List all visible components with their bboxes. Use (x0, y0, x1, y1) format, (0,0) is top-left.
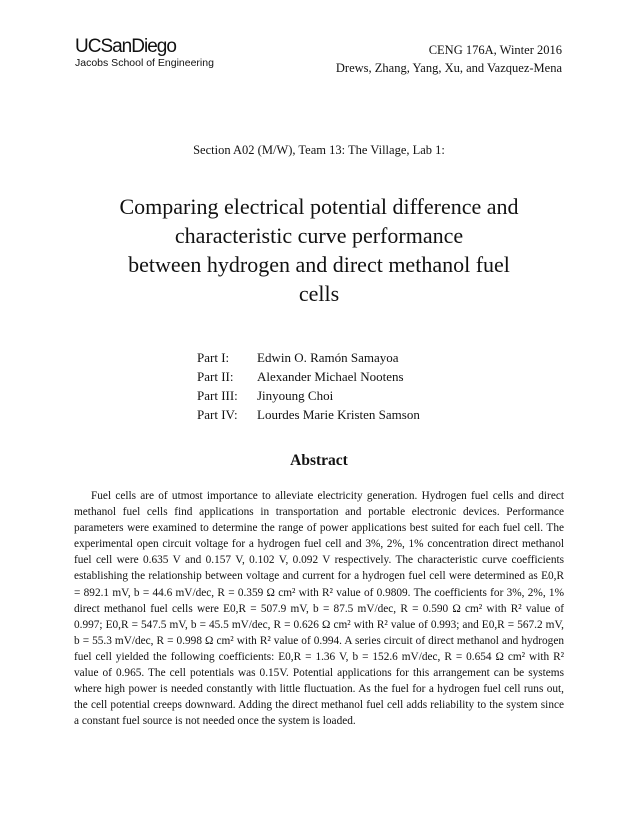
author-part: Part I: (197, 350, 230, 365)
abstract-body (74, 488, 564, 729)
course-line: CENG 176A, Winter 2016 (428, 43, 562, 57)
author-row (197, 367, 420, 386)
author-name: Lourdes Marie Kristen Samson (257, 407, 420, 422)
course-info (336, 41, 562, 77)
logo-subtitle: Jacobs School of Engineering (75, 57, 214, 69)
author-part: Part III: (197, 388, 238, 403)
abstract-heading: Abstract (290, 452, 348, 469)
author-part: Part II: (197, 369, 234, 384)
instructors-line: Drews, Zhang, Yang, Xu, and Vazquez-Mena (335, 61, 562, 75)
logo-wordmark: UCSanDiego (75, 36, 176, 57)
author-row (197, 386, 420, 405)
author-list (197, 348, 420, 424)
title-line: Comparing electrical potential difference and (119, 194, 519, 219)
title-line: characteristic curve performance (174, 223, 464, 248)
paper-title (70, 192, 568, 308)
author-row (197, 405, 420, 424)
university-logo (75, 37, 214, 70)
title-line: between hydrogen and direct methanol fuel (128, 252, 510, 277)
author-name: Jinyoung Choi (257, 388, 334, 403)
author-part: Part IV: (197, 407, 238, 422)
title-line: cells (298, 281, 340, 306)
author-name: Edwin O. Ramón Samayoa (257, 350, 399, 365)
author-name: Alexander Michael Nootens (257, 369, 404, 384)
abstract-paragraph: Fuel cells are of utmost importance to alleviate electricity generation. Hydrogen fuel cells and direct methanol fuel cells find applications in transportation and portable electronic devices. Performance parameters were examined to determine the range of power applications best suited for each fuel cell. The experimental open circuit voltage for a hydrogen fuel cell and 3%, 2%, 1% concentration direct methanol fuel cell were 0.635 V and 0.157 V, 0.102 V, 0.092 V respectively. The characteristic curve coefficients establishing the relationship between voltage and current for a hydrogen fuel cell were determined as E0,R = 892.1 mV, b = 44.6 mV/dec, R = 0.359 Ω cm² with R² value of 0.9809. The coefficients for 3%, 2%, 1% direct methanol fuel cells were E0,R = 507.9 mV, b = 87.5 mV/dec, R = 0.590 Ω cm² with R² value of 0.997; E0,R = 547.5 mV, b = 45.5 mV/dec, R = 0.626 Ω cm² with R² value of 0.993; and E0,R = 567.2 mV, b = 55.3 mV/dec, R = 0.998 Ω cm² with R² value of 0.994. A series circuit of direct methanol and hydrogen fuel cell yielded the following coefficients: E0,R = 1.36 V, b = 152.6 mV/dec, R = 0.654 Ω cm² with R² value of 0.965. The cell potentials was 0.15V. Potential applications for this arrangement can be systems where high power is needed constantly with little fluctuation. As the fuel for a hydrogen fuel cell runs out, the cell potential creeps downward. Adding the direct methanol fuel cell adds reliability to the system since a constant fuel source is not needed once the system is loaded. (74, 490, 565, 728)
author-row (197, 348, 420, 367)
section-line: Section A02 (M/W), Team 13: The Village, Lab 1: (193, 143, 445, 157)
